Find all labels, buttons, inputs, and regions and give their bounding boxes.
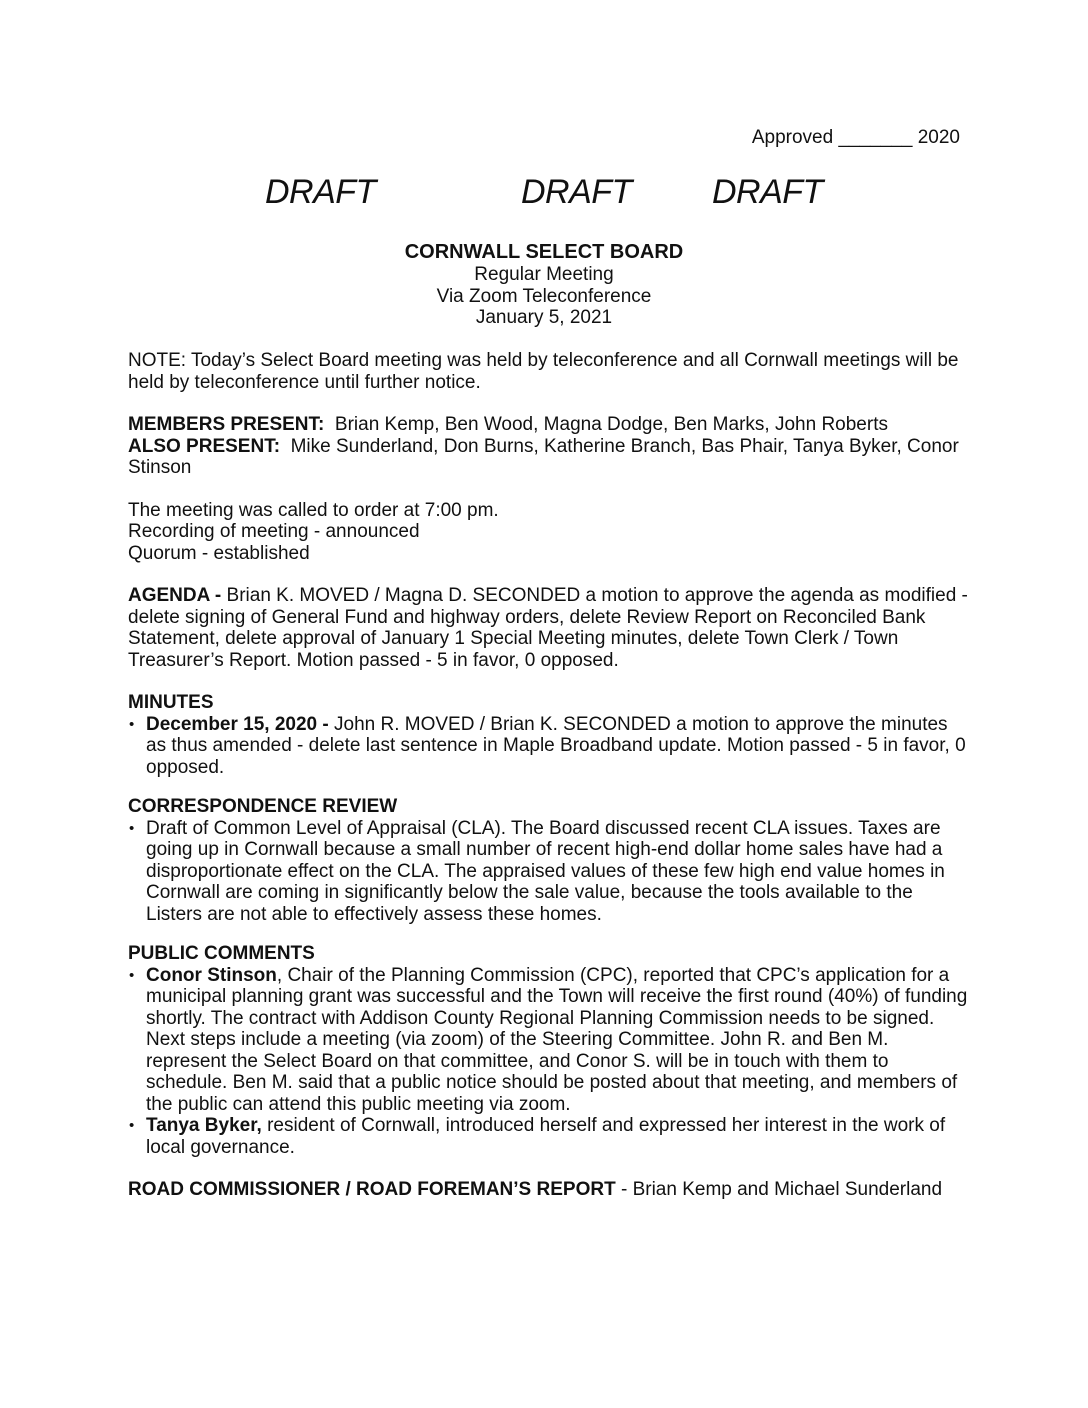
- also-label: ALSO PRESENT:: [128, 435, 281, 457]
- members-value: Brian Kemp, Ben Wood, Magna Dodge, Ben Marks, John Roberts: [334, 414, 888, 435]
- list-item: [128, 965, 968, 1116]
- comment-text: resident of Cornwall, introduced herself and expressed her interest in the work of local governance.: [146, 1115, 946, 1158]
- board-title: CORNWALL SELECT BOARD: [404, 241, 684, 263]
- commenter-name: Conor Stinson: [146, 964, 277, 986]
- recording-status: Recording of meeting - announced: [128, 521, 420, 542]
- agenda-text: Brian K. MOVED / Magna D. SECONDED a motion to approve the agenda as modified - delete signing of General Fund and highway orders, delete Review Report on Reconciled Bank Statement, delete approval of January 1 Special Meeting minutes, delete Town Clerk / Town Treasurer’s Report. Motion passed - 5 in favor, 0 opposed.: [128, 585, 968, 671]
- call-to-order: The meeting was called to order at 7:00 pm.: [128, 499, 499, 521]
- road-report-label: ROAD COMMISSIONER / ROAD FOREMAN’S REPORT: [128, 1179, 616, 1200]
- meeting-type: Regular Meeting: [474, 264, 614, 285]
- agenda-section: [128, 585, 968, 671]
- public-comments-list: [128, 965, 968, 1159]
- draft-label: DRAFT: [521, 173, 632, 211]
- minutes-list: [128, 714, 968, 779]
- list-item: [128, 1115, 968, 1158]
- also-present: [128, 436, 968, 479]
- list-item: [128, 818, 968, 926]
- road-report-section: [128, 1179, 968, 1201]
- meeting-date: January 5, 2021: [475, 307, 613, 328]
- comment-text: , Chair of the Planning Commission (CPC), reported that CPC’s application for a municipal planning grant was successful and the Town will receive the first round (40%) of funding shortly. The contract with Addison County Regional Planning Commission needs to be signed. Next steps include a meeting (via zoom) of the Steering Committee. John R. and Ben M. represent the Select Board on that committee, and Conor S. will be in touch with them to schedule. Ben M. said that a public notice should be posted about that meeting, and members of the public can attend this public meeting via zoom.: [146, 964, 968, 1115]
- correspondence-item-text: Draft of Common Level of Appraisal (CLA). The Board discussed recent CLA issues. Taxes are going up in Cornwall because a small number of recent high-end dollar home sales have had a disproportionate effect on the CLA. The appraised values of these few high end value homes in Cornwall are coming in significantly below the sale value, because the tools available to the Listers are not able to effectively assess these homes.: [146, 817, 945, 925]
- members-label: MEMBERS PRESENT:: [128, 414, 325, 435]
- draft-label: DRAFT: [712, 173, 823, 211]
- correspondence-list: [128, 818, 968, 926]
- draft-label: DRAFT: [265, 173, 376, 211]
- document-header: [0, 241, 1088, 329]
- also-value: Mike Sunderland, Don Burns, Katherine Branch, Bas Phair, Tanya Byker, Conor Stinson: [128, 435, 959, 478]
- public-comments-title: PUBLIC COMMENTS: [128, 943, 315, 964]
- correspondence-title: CORRESPONDENCE REVIEW: [128, 796, 398, 817]
- minutes-item-label: December 15, 2020 -: [146, 713, 329, 735]
- quorum-status: Quorum - established: [128, 542, 310, 564]
- commenter-name: Tanya Byker,: [146, 1115, 262, 1136]
- note-paragraph: NOTE: Today’s Select Board meeting was held by teleconference and all Cornwall meetings will be held by teleconference until further notice.: [128, 350, 959, 393]
- road-report-text: - Brian Kemp and Michael Sunderland: [615, 1179, 943, 1200]
- members-present: [128, 414, 968, 436]
- minutes-title: MINUTES: [128, 692, 214, 713]
- draft-watermarks: [0, 172, 1088, 216]
- minutes-item-text: John R. MOVED / Brian K. SECONDED a motion to approve the minutes as thus amended - delete last sentence in Maple Broadband update. Motion passed - 5 in favor, 0 opposed.: [146, 713, 966, 778]
- minutes-body: [128, 350, 968, 1201]
- meeting-venue: Via Zoom Teleconference: [436, 285, 652, 307]
- agenda-label: AGENDA -: [128, 585, 222, 606]
- approved-line: Approved _______ 2020: [751, 127, 960, 148]
- list-item: [128, 714, 968, 779]
